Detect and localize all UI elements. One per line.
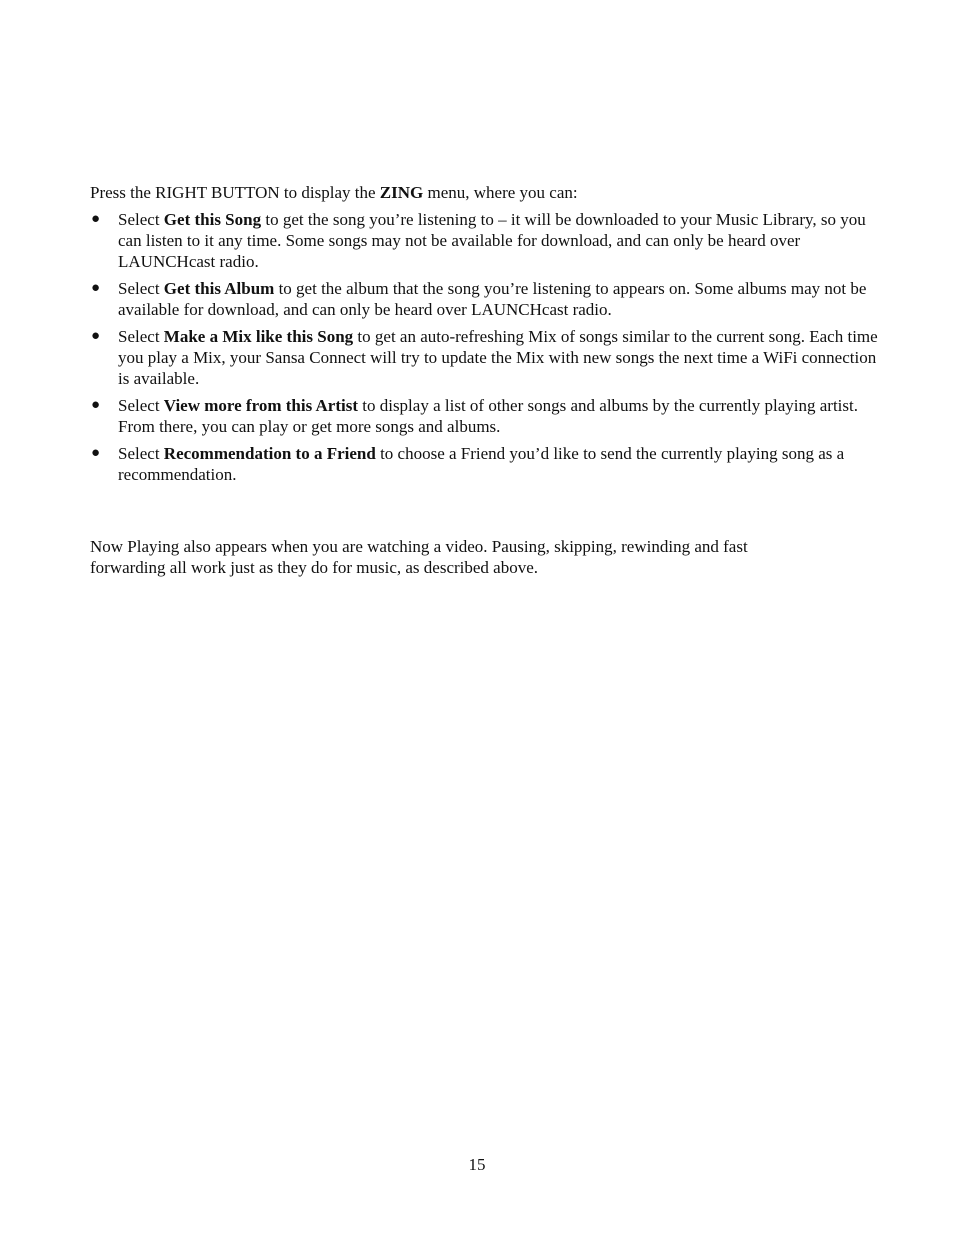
list-item-view-more-from-artist [90, 395, 880, 437]
list-item-make-a-mix [90, 326, 880, 389]
list-item-recommendation-to-friend [90, 443, 880, 485]
zing-options-list [90, 209, 880, 491]
intro-text-before: Press the RIGHT BUTTON to display the [90, 183, 380, 202]
bullet-icon: ● [91, 328, 101, 344]
list-item-prefix: Select [118, 327, 164, 346]
list-item-text [118, 444, 844, 484]
list-item-text [118, 279, 866, 319]
zing-menu-intro [90, 182, 870, 203]
list-item-text [118, 210, 866, 271]
intro-text-after: menu, where you can: [423, 183, 578, 202]
option-name-get-this-album: Get this Album [163, 279, 275, 298]
option-name-get-this-song: Get this Song [163, 210, 262, 229]
list-item-get-this-song [90, 209, 880, 272]
option-name-make-a-mix: Make a Mix like this Song [163, 327, 354, 346]
bullet-icon: ● [91, 397, 101, 413]
bullet-icon: ● [91, 211, 101, 227]
list-item-text [118, 327, 878, 388]
list-item-description: to choose a Friend you’d like to send the currently playing song as a recommendation. [118, 444, 845, 484]
option-name-recommendation-to-friend: Recommendation to a Friend [163, 444, 376, 463]
list-item-get-this-album [90, 278, 880, 320]
list-item-prefix: Select [118, 210, 164, 229]
zing-label: ZING [379, 183, 424, 202]
list-item-description: to get the song you’re listening to – it will be downloaded to your Music Library, so you can listen to it any time. Some songs may not be available for download, and can only be heard over LAUNCHcast radio. [118, 210, 866, 271]
video-now-playing-paragraph: Now Playing also appears when you are watching a video. Pausing, skipping, rewinding and fast forwarding all work just as they do for music, as described above. [90, 537, 748, 577]
page-number: 15 [468, 1155, 486, 1174]
list-item-text [118, 396, 858, 436]
bullet-icon: ● [91, 280, 101, 296]
list-item-description: to get the album that the song you’re listening to appears on. Some albums may not be available for download, and can only be heard over LAUNCHcast radio. [118, 279, 867, 319]
list-item-description: to display a list of other songs and albums by the currently playing artist. From there, you can play or get more songs and albums. [118, 396, 858, 436]
option-name-view-more-from-artist: View more from this Artist [163, 396, 358, 415]
list-item-prefix: Select [118, 396, 164, 415]
list-item-prefix: Select [118, 279, 164, 298]
list-item-prefix: Select [118, 444, 164, 463]
list-item-description: to get an auto-refreshing Mix of songs similar to the current song. Each time you play a Mix, your Sansa Connect will try to update the Mix with new songs the next time a WiFi connection is available. [118, 327, 878, 388]
bullet-icon: ● [91, 445, 101, 461]
